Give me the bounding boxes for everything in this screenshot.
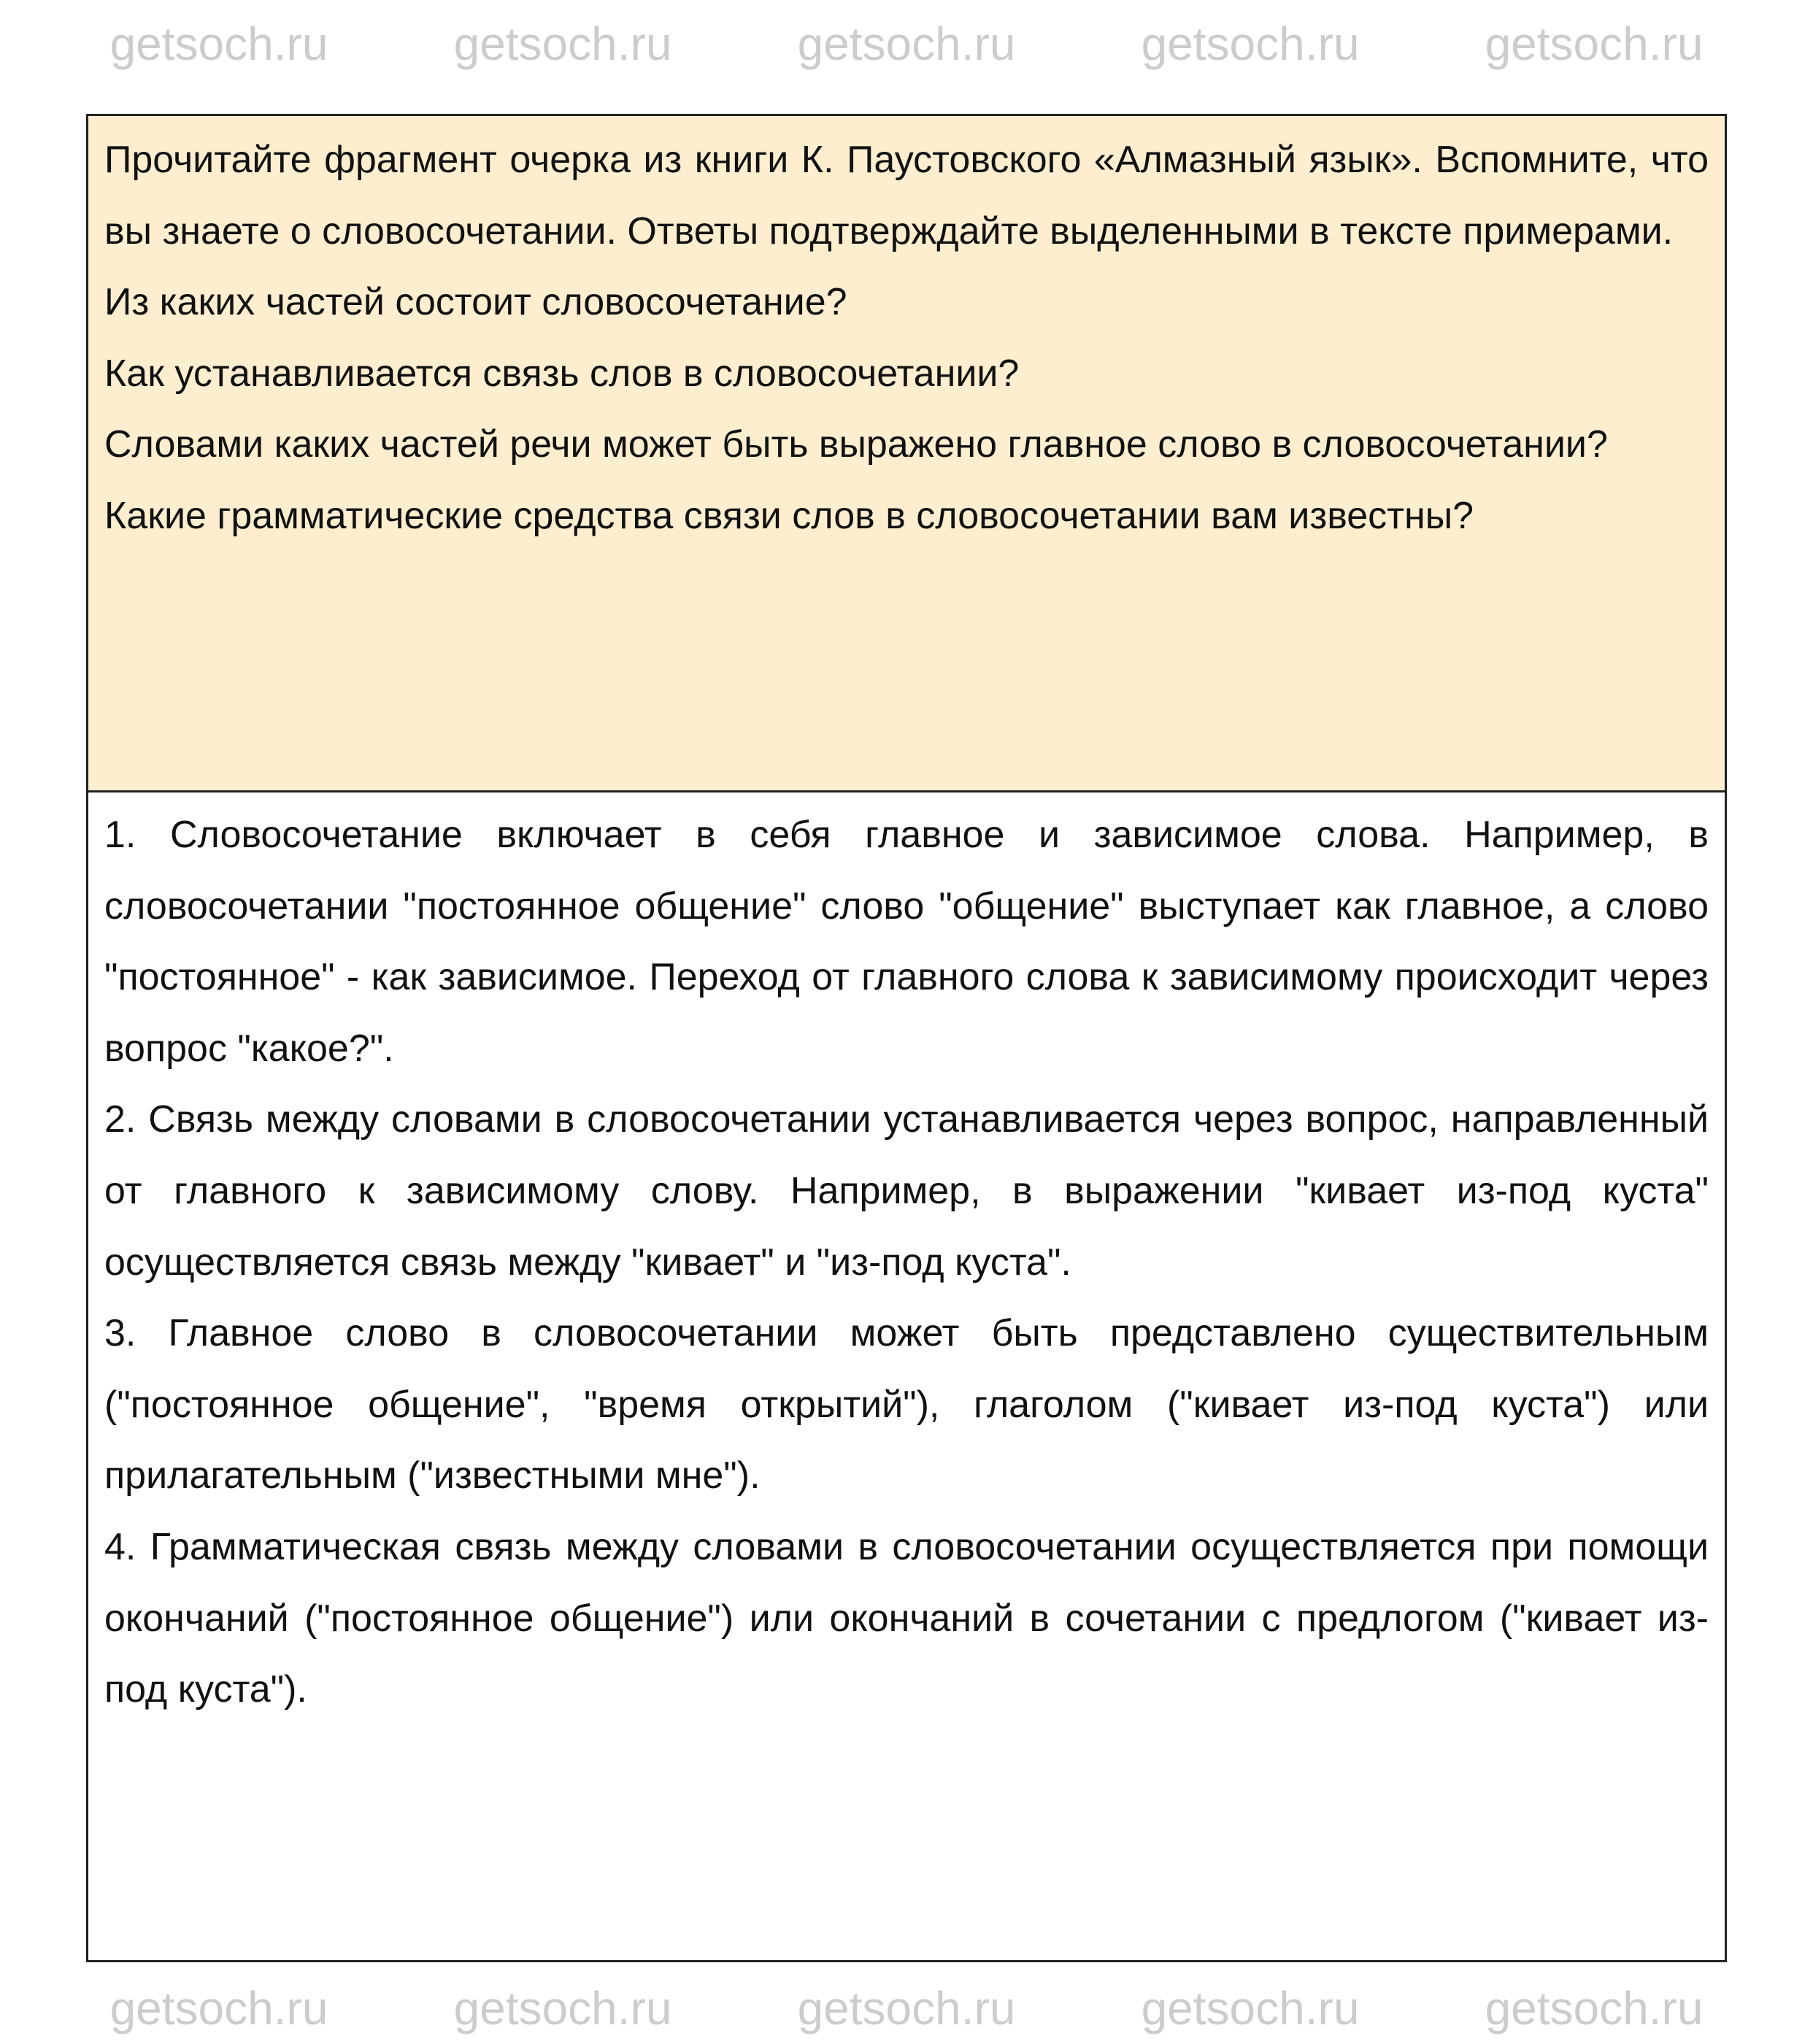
task-question-1: Из каких частей состоит словосочетание?: [104, 281, 847, 324]
answer-1: 1. Словосочетание включает в себя главное и зависимое слова. Например, в словосочетании "постоянное общение" слово "общение" выступает как главное, а слово "постоянное" - как зависимое. Переход от главного слова к зависимому происходит через вопрос "какое?".: [104, 814, 1709, 1070]
watermark: getsoch.ru: [797, 1982, 1016, 2035]
watermark: getsoch.ru: [109, 1982, 328, 2035]
watermark: getsoch.ru: [1141, 18, 1360, 70]
answer-2: 2. Связь между словами в словосочетании устанавливается через вопрос, направленный от главного к зависимому слову. Например, в выражении "кивает из-под куста" осуществляется связь между "кивает" и "из-под куста".: [104, 1098, 1709, 1284]
task-question-4: Какие грамматические средства связи слов в словосочетании вам известны?: [104, 494, 1474, 537]
exercise-table: [86, 114, 1727, 1962]
task-intro: Прочитайте фрагмент очерка из книги К. Паустовского «Алмазный язык». Вспомните, что вы знаете о словосочетании. Ответы подтверждайте выделенными в тексте примерами.: [104, 139, 1709, 252]
watermark: getsoch.ru: [1141, 1982, 1360, 2035]
watermark: getsoch.ru: [453, 18, 672, 70]
watermark: getsoch.ru: [453, 1982, 672, 2035]
watermark: getsoch.ru: [797, 18, 1016, 70]
task-question-2: Как устанавливается связь слов в словосочетании?: [104, 352, 1020, 395]
watermark: getsoch.ru: [1485, 1982, 1704, 2035]
watermark: getsoch.ru: [1485, 18, 1704, 70]
answer-section: [88, 792, 1725, 1960]
task-question-3: Словами каких частей речи может быть выражено главное слово в словосочетании?: [104, 423, 1608, 466]
answer-4: 4. Грамматическая связь между словами в словосочетании осуществляется при помощи окончаний ("постоянное общение") или окончаний в сочетании с предлогом ("кивает из-под куста").: [104, 1525, 1709, 1711]
task-section: [88, 116, 1725, 792]
answer-3: 3. Главное слово в словосочетании может быть представлено существительным ("постоянное общение", "время открытий"), глаголом ("кивает из-под куста") или прилагательным ("известными мне").: [104, 1312, 1709, 1497]
watermark: getsoch.ru: [109, 18, 328, 70]
